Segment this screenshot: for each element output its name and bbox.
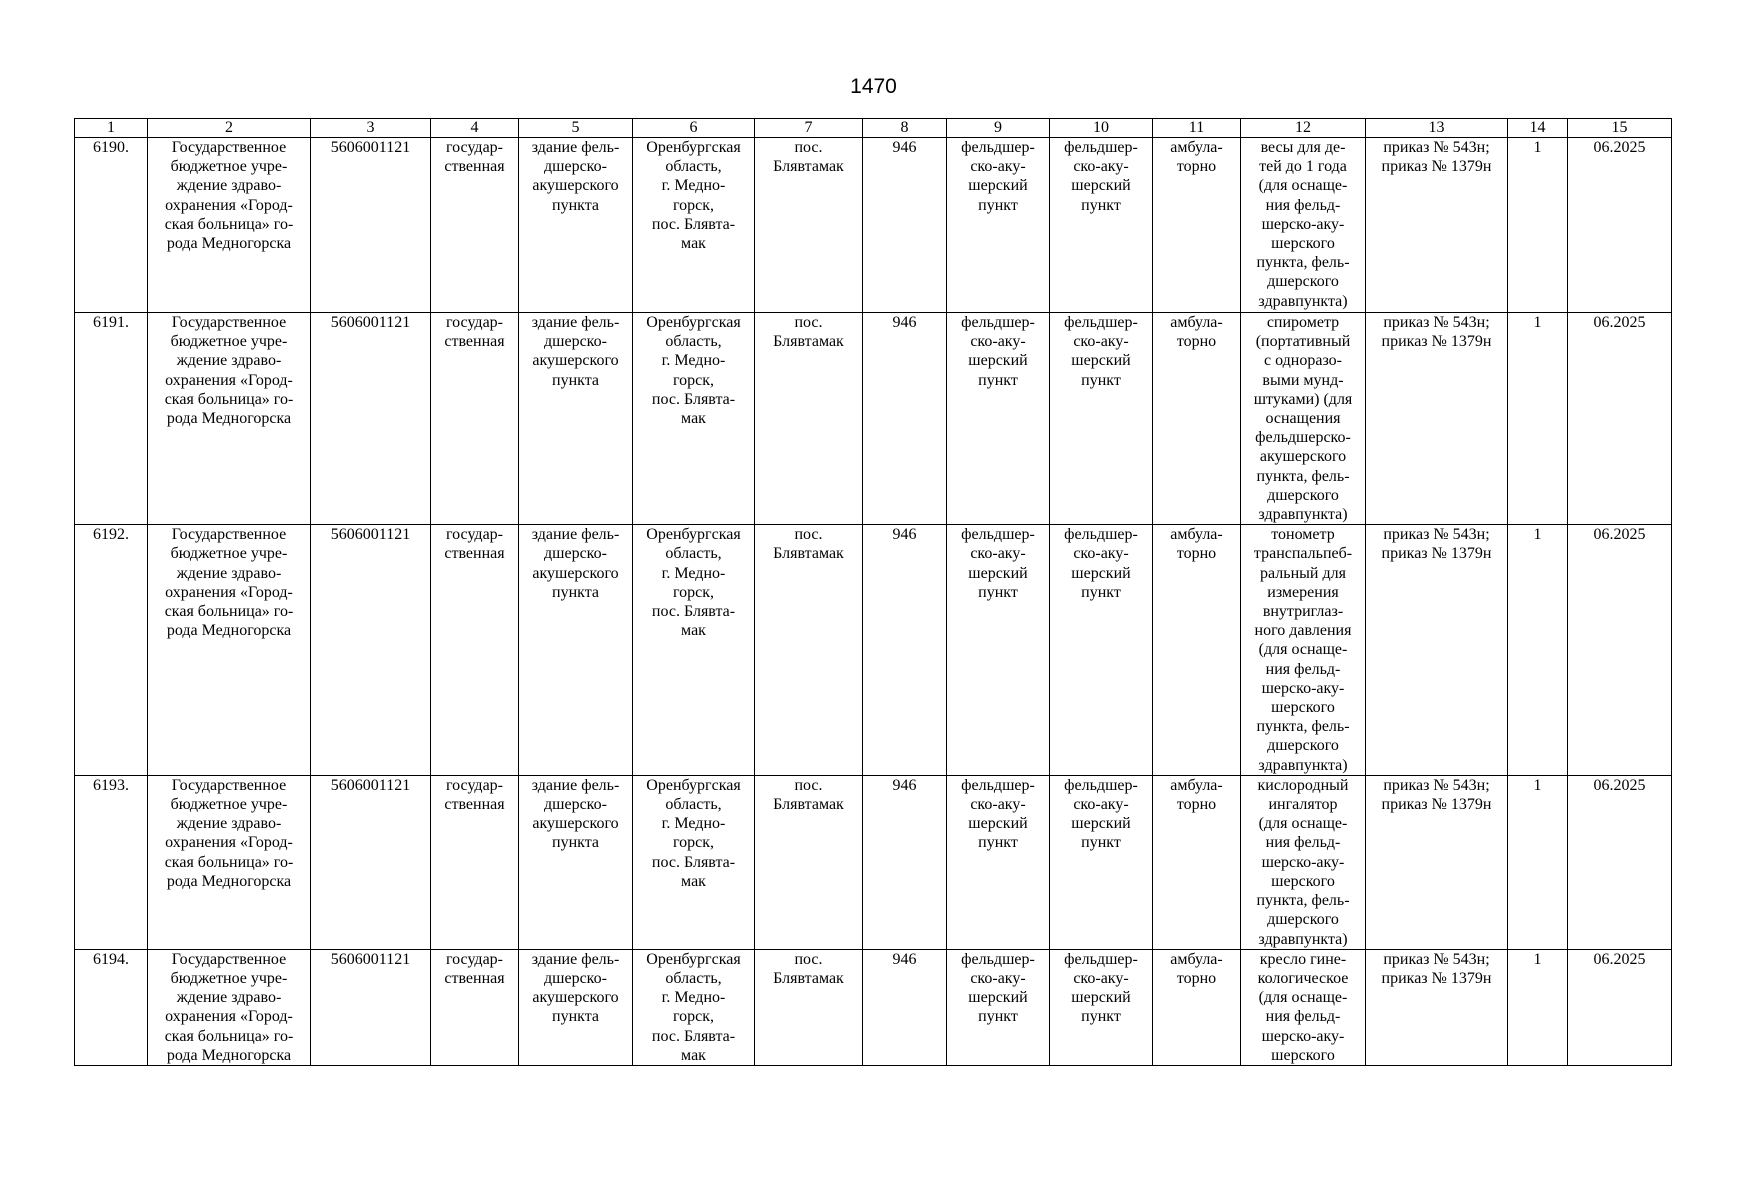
column-header: 9 [947, 119, 1050, 138]
cell-code: 946 [863, 525, 947, 776]
cell-order: приказ № 543н; приказ № 1379н [1366, 525, 1508, 776]
cell-facility-type: фельдшер- ско-аку- шерский пункт [947, 138, 1050, 313]
cell-facility-type: фельдшер- ско-аку- шерский пункт [947, 313, 1050, 525]
cell-care-mode: амбула- торно [1153, 138, 1241, 313]
cell-ownership-form: государ- ственная [431, 138, 519, 313]
cell-quantity: 1 [1508, 138, 1568, 313]
header-row [75, 119, 1672, 138]
column-header: 7 [755, 119, 863, 138]
cell-quantity: 1 [1508, 949, 1568, 1065]
cell-locality: пос. Блявтамак [755, 313, 863, 525]
table-row [75, 138, 1672, 313]
column-header: 4 [431, 119, 519, 138]
cell-care-mode: амбула- торно [1153, 313, 1241, 525]
cell-inn: 5606001121 [311, 775, 431, 949]
cell-locality: пос. Блявтамак [755, 525, 863, 776]
cell-address: Оренбургская область, г. Медно- горск, пос. Блявта- мак [633, 949, 755, 1065]
cell-quantity: 1 [1508, 525, 1568, 776]
cell-address: Оренбургская область, г. Медно- горск, пос. Блявта- мак [633, 525, 755, 776]
cell-facility-type: фельдшер- ско-аку- шерский пункт [947, 525, 1050, 776]
cell-equipment: кислородный ингалятор (для оснаще- ния фельд- шерско-аку- шерского пункта, фель- дшерского здравпункта) [1241, 775, 1366, 949]
cell-number: 6193. [75, 775, 148, 949]
cell-ownership-form: государ- ственная [431, 313, 519, 525]
cell-address: Оренбургская область, г. Медно- горск, пос. Блявта- мак [633, 313, 755, 525]
cell-care-mode: амбула- торно [1153, 949, 1241, 1065]
cell-unit: фельдшер- ско-аку- шерский пункт [1050, 313, 1153, 525]
column-header: 14 [1508, 119, 1568, 138]
cell-locality: пос. Блявтамак [755, 775, 863, 949]
cell-address: Оренбургская область, г. Медно- горск, пос. Блявта- мак [633, 138, 755, 313]
cell-unit: фельдшер- ско-аку- шерский пункт [1050, 949, 1153, 1065]
cell-organization: Государственное бюджетное учре- ждение здраво- охранения «Город- ская больница» го- рода Медногорска [148, 525, 311, 776]
cell-code: 946 [863, 138, 947, 313]
cell-date: 06.2025 [1568, 949, 1672, 1065]
cell-address: Оренбургская область, г. Медно- горск, пос. Блявта- мак [633, 775, 755, 949]
cell-ownership-form: государ- ственная [431, 949, 519, 1065]
cell-ownership-form: государ- ственная [431, 775, 519, 949]
column-header: 2 [148, 119, 311, 138]
column-header: 10 [1050, 119, 1153, 138]
register-table [74, 118, 1672, 1066]
cell-inn: 5606001121 [311, 138, 431, 313]
cell-facility-type: фельдшер- ско-аку- шерский пункт [947, 949, 1050, 1065]
cell-ownership-form: государ- ственная [431, 525, 519, 776]
cell-number: 6194. [75, 949, 148, 1065]
cell-care-mode: амбула- торно [1153, 525, 1241, 776]
cell-code: 946 [863, 775, 947, 949]
cell-equipment: весы для де- тей до 1 года (для оснаще- ния фельд- шерско-аку- шерского пункта, фель- дшерского здравпункта) [1241, 138, 1366, 313]
table-row [75, 313, 1672, 525]
column-header: 3 [311, 119, 431, 138]
cell-equipment: тонометр транспальпеб- ральный для измерения внутриглаз- ного давления (для оснаще- ния фельд- шерско-аку- шерского пункта, фель- дшерского здравпункта) [1241, 525, 1366, 776]
cell-building: здание фель- дшерско- акушерского пункта [519, 313, 633, 525]
cell-organization: Государственное бюджетное учре- ждение здраво- охранения «Город- ская больница» го- рода Медногорска [148, 775, 311, 949]
cell-date: 06.2025 [1568, 525, 1672, 776]
cell-locality: пос. Блявтамак [755, 949, 863, 1065]
cell-care-mode: амбула- торно [1153, 775, 1241, 949]
cell-locality: пос. Блявтамак [755, 138, 863, 313]
column-header: 15 [1568, 119, 1672, 138]
cell-inn: 5606001121 [311, 313, 431, 525]
cell-unit: фельдшер- ско-аку- шерский пункт [1050, 525, 1153, 776]
cell-quantity: 1 [1508, 313, 1568, 525]
cell-facility-type: фельдшер- ско-аку- шерский пункт [947, 775, 1050, 949]
cell-code: 946 [863, 949, 947, 1065]
cell-unit: фельдшер- ско-аку- шерский пункт [1050, 775, 1153, 949]
table-row [75, 525, 1672, 776]
cell-number: 6190. [75, 138, 148, 313]
cell-organization: Государственное бюджетное учре- ждение здраво- охранения «Город- ская больница» го- рода Медногорска [148, 138, 311, 313]
cell-date: 06.2025 [1568, 775, 1672, 949]
cell-order: приказ № 543н; приказ № 1379н [1366, 775, 1508, 949]
column-header: 8 [863, 119, 947, 138]
table-row [75, 775, 1672, 949]
cell-building: здание фель- дшерско- акушерского пункта [519, 775, 633, 949]
cell-quantity: 1 [1508, 775, 1568, 949]
cell-inn: 5606001121 [311, 949, 431, 1065]
cell-number: 6191. [75, 313, 148, 525]
cell-unit: фельдшер- ско-аку- шерский пункт [1050, 138, 1153, 313]
cell-inn: 5606001121 [311, 525, 431, 776]
table-row [75, 949, 1672, 1065]
cell-date: 06.2025 [1568, 138, 1672, 313]
cell-building: здание фель- дшерско- акушерского пункта [519, 949, 633, 1065]
page-number: 1470 [850, 75, 897, 98]
column-header: 5 [519, 119, 633, 138]
column-header: 1 [75, 119, 148, 138]
cell-building: здание фель- дшерско- акушерского пункта [519, 525, 633, 776]
cell-code: 946 [863, 313, 947, 525]
cell-date: 06.2025 [1568, 313, 1672, 525]
column-header: 12 [1241, 119, 1366, 138]
cell-order: приказ № 543н; приказ № 1379н [1366, 949, 1508, 1065]
cell-building: здание фель- дшерско- акушерского пункта [519, 138, 633, 313]
column-header: 13 [1366, 119, 1508, 138]
cell-order: приказ № 543н; приказ № 1379н [1366, 313, 1508, 525]
column-header: 11 [1153, 119, 1241, 138]
cell-equipment: спирометр (портативный с одноразо- выми мунд- штуками) (для оснащения фельдшерско- акушерского пункта, фель- дшерского здравпункта) [1241, 313, 1366, 525]
cell-order: приказ № 543н; приказ № 1379н [1366, 138, 1508, 313]
cell-organization: Государственное бюджетное учре- ждение здраво- охранения «Город- ская больница» го- рода Медногорска [148, 949, 311, 1065]
cell-organization: Государственное бюджетное учре- ждение здраво- охранения «Город- ская больница» го- рода Медногорска [148, 313, 311, 525]
cell-equipment: кресло гине- кологическое (для оснаще- ния фельд- шерско-аку- шерского [1241, 949, 1366, 1065]
column-header: 6 [633, 119, 755, 138]
cell-number: 6192. [75, 525, 148, 776]
